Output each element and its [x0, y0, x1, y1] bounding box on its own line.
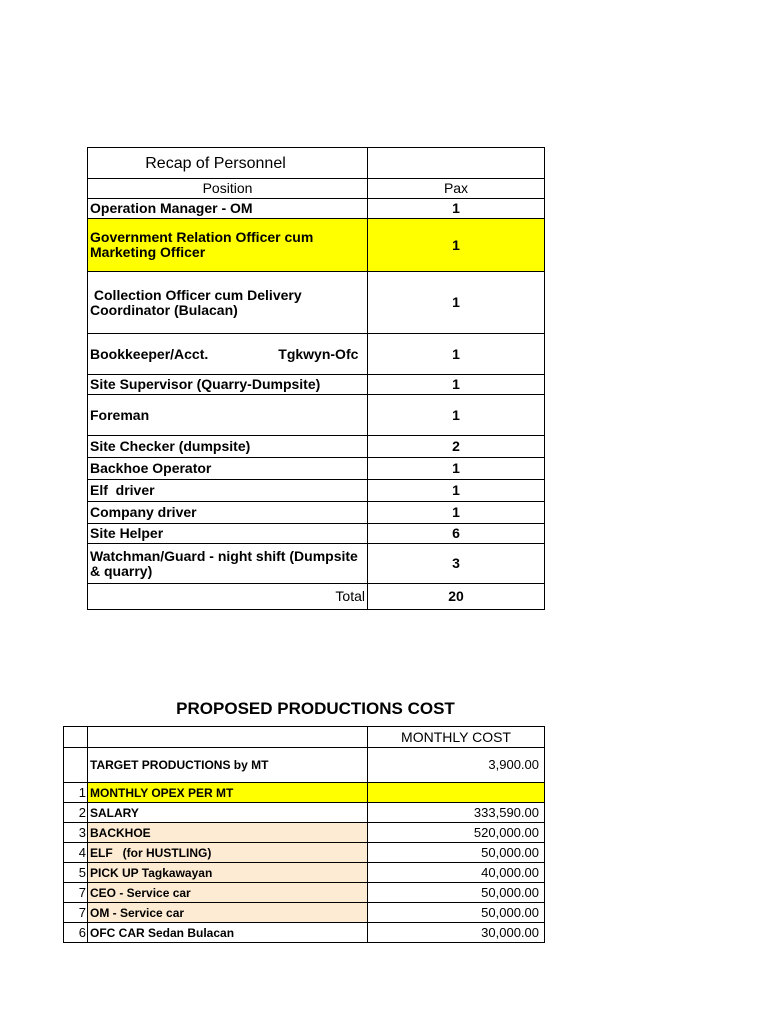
position-cell: Site Supervisor (Quarry-Dumpsite) — [88, 375, 368, 395]
row-number: 5 — [64, 863, 88, 883]
position-cell: Foreman — [88, 395, 368, 436]
item-label: MONTHLY OPEX PER MT — [88, 783, 368, 803]
empty-cell — [64, 727, 88, 748]
item-value: 50,000.00 — [368, 843, 545, 863]
empty-cell — [88, 727, 368, 748]
position-cell: Site Helper — [88, 524, 368, 544]
target-value: 3,900.00 — [368, 748, 545, 783]
pax-cell: 1 — [368, 502, 545, 524]
table-row — [64, 823, 545, 843]
item-value: 520,000.00 — [368, 823, 545, 843]
item-label: CEO - Service car — [88, 883, 368, 903]
item-value: 333,590.00 — [368, 803, 545, 823]
table-row — [64, 903, 545, 923]
proposed-productions-cost-table — [63, 726, 545, 943]
table-row — [88, 219, 545, 272]
monthly-cost-header: MONTHLY COST — [368, 727, 545, 748]
pax-cell: 1 — [368, 219, 545, 272]
item-value: 50,000.00 — [368, 883, 545, 903]
table-row — [88, 334, 545, 375]
recap-title-empty-cell — [368, 148, 545, 179]
table-row — [64, 923, 545, 943]
table-row — [64, 863, 545, 883]
recap-title: Recap of Personnel — [145, 154, 286, 172]
position-cell: Company driver — [88, 502, 368, 524]
empty-cell — [64, 748, 88, 783]
table-row — [64, 803, 545, 823]
total-label: Total — [88, 584, 368, 610]
position-cell: Government Relation Officer cum Marketing Officer — [88, 219, 368, 272]
position-cell: Elf driver — [88, 480, 368, 502]
table-row — [88, 544, 545, 584]
position-cell: Operation Manager - OM — [88, 199, 368, 219]
table-row — [88, 480, 545, 502]
table-row — [88, 458, 545, 480]
row-number: 1 — [64, 783, 88, 803]
table-row — [88, 199, 545, 219]
pax-cell: 1 — [368, 199, 545, 219]
item-value: 30,000.00 — [368, 923, 545, 943]
item-value: 40,000.00 — [368, 863, 545, 883]
target-label: TARGET PRODUCTIONS by MT — [88, 748, 368, 783]
header-pax: Pax — [368, 179, 545, 199]
row-number: 4 — [64, 843, 88, 863]
pax-cell: 2 — [368, 436, 545, 458]
item-label: OM - Service car — [88, 903, 368, 923]
proposed-productions-cost-title: PROPOSED PRODUCTIONS COST — [176, 699, 455, 718]
table-row — [88, 436, 545, 458]
table-row — [88, 502, 545, 524]
position-extra-text: Tgkwyn-Ofc — [278, 345, 359, 362]
pax-cell: 1 — [368, 375, 545, 395]
item-label: ELF (for HUSTLING) — [88, 843, 368, 863]
table-row — [88, 272, 545, 334]
item-value: 50,000.00 — [368, 903, 545, 923]
item-label: OFC CAR Sedan Bulacan — [88, 923, 368, 943]
pax-cell: 3 — [368, 544, 545, 584]
table-row — [88, 395, 545, 436]
item-value — [368, 783, 545, 803]
row-number: 2 — [64, 803, 88, 823]
table-row — [64, 783, 545, 803]
item-label: PICK UP Tagkawayan — [88, 863, 368, 883]
item-label: SALARY — [88, 803, 368, 823]
item-label: BACKHOE — [88, 823, 368, 843]
row-number: 7 — [64, 883, 88, 903]
total-row — [88, 584, 545, 610]
row-number: 6 — [64, 923, 88, 943]
pax-cell: 1 — [368, 480, 545, 502]
target-row — [64, 748, 545, 783]
row-number: 3 — [64, 823, 88, 843]
pax-cell: 1 — [368, 458, 545, 480]
table-row — [64, 883, 545, 903]
position-cell: Watchman/Guard - night shift (Dumpsite & quarry) — [88, 544, 368, 584]
table-row — [88, 524, 545, 544]
position-cell: Site Checker (dumpsite) — [88, 436, 368, 458]
total-value: 20 — [368, 584, 545, 610]
table-row — [64, 843, 545, 863]
recap-of-personnel-table — [87, 147, 545, 610]
pax-cell: 1 — [368, 334, 545, 375]
header-position: Position — [88, 179, 368, 199]
row-number: 7 — [64, 903, 88, 923]
table-row — [88, 375, 545, 395]
position-cell — [88, 334, 368, 375]
pax-cell: 1 — [368, 272, 545, 334]
position-text: Bookkeeper/Acct. — [90, 345, 209, 362]
position-cell: Backhoe Operator — [88, 458, 368, 480]
pax-cell: 1 — [368, 395, 545, 436]
pax-cell: 6 — [368, 524, 545, 544]
recap-title-cell — [88, 148, 368, 179]
position-cell: Collection Officer cum Delivery Coordinator (Bulacan) — [88, 272, 368, 334]
